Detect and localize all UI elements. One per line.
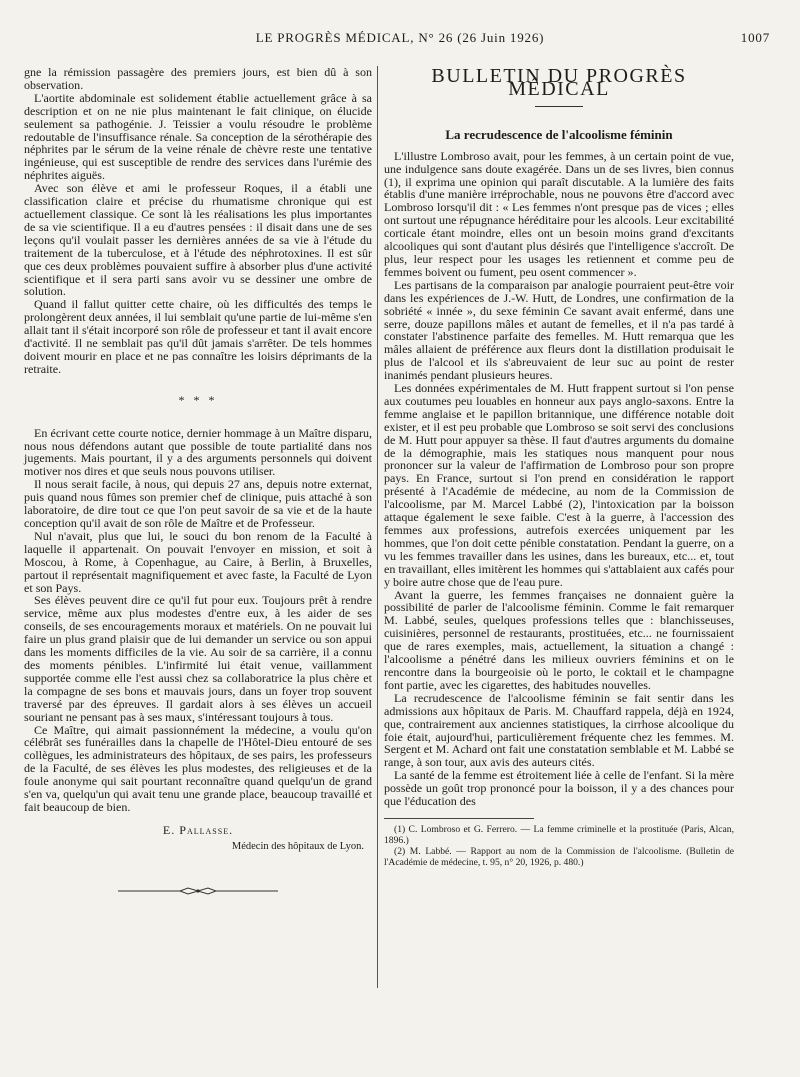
paragraph: Les données expérimentales de M. Hutt frappent surtout si l'on pense aux coutumes peu louables en honneur aux pays anglo-saxons. Entre la femme anglaise et le papillon britannique, une différence notable doit exister, et il est peu probable que Lombroso se soit servi des conclusions de M. Hutt pour appuyer sa thèse. Il faut d'autres arguments du domaine de la démographie, mais les statiques nous manquent pour nous prononcer sur la valeur de l'affirmation de Lombroso pour son propre pays. En France, surtout si l'on prend en considération le rapport présenté à l'Académie de médecine, au nom de la Commission de l'alcoolisme, par M. Marcel Labbé (2), l'intoxication par la boisson attaque également le sexe faible. C'est à la guerre, à l'accession des femmes aux professions, autrefois exercées uniquement par les hommes, que l'on doit cette pénible constatation. Pendant la guerre, on a vu les femmes travailler dans les usines, dans les bureaux, etc... et, tout en travaillant, elles imitèrent les hommes qui s'attablaient aux cafés pour y boire autre chose que de l'eau pure. [384,381,734,589]
paragraph: Il nous serait facile, à nous, qui depuis 27 ans, depuis notre externat, puis quand nous fûmes son premier chef de clinique, puis attaché à son laboratoire, de dire tout ce que l'on peut savoir de sa vie et de la haute conception qu'il avait de son rôle de Maître et de Professeur. [24,477,372,530]
section-separator: * * * [178,392,218,407]
ornament-rule-icon [118,886,278,896]
paragraph: Ses élèves peuvent dire ce qu'il fut pour eux. Toujours prêt à rendre service, même aux plus modestes d'entre eux, à les aider de ses conseils, de ses encouragements moraux et matériels. On ne pouvait lui faire un plus grand plaisir que de lui demander un service ou son appui dans les moments difficiles de la vie. Au soir de sa carrière, il a connu des moments pénibles. L'infirmité lui était venue, vaillamment supportée comme elle l'est aussi chez sa collaboratrice la plus chère et la compagne de ses bons et mauvais jours, dans un foyer trop souvent traversé par des épreuves. Il gardait alors à ses élèves un accueil souriant ne pensant pas à ses maux, s'intéressant toujours à tous. [24,593,372,724]
paragraph: Avant la guerre, les femmes françaises ne donnaient guère la possibilité de parler de l'alcoolisme féminin. Comme le fait remarquer M. Labbé, seules, quelques professions telles que : blanchisseuses, cuisinières, personnel de restaurants, prostituées, etc... ne fournissaient que de rares exemples, mais, actuellement, la situation a changé : l'alcoolisme a pénétré dans les milieux ouvriers féminins et on le rencontre dans la bourgeoisie où le porto, le coktail et le champagne font partie, avec les cigarettes, des habitudes nouvelles. [384,587,734,692]
paragraph: Nul n'avait, plus que lui, le souci du bon renom de la Faculté à laquelle il appartenait. On pouvait l'envoyer en mission, et soit à Moscou, à Rome, à Copenhague, au Caire, à Berlin, à Bruxelles, partout il représentait magnifiquement et avec faste, la Faculté de Lyon et son Pays. [24,528,372,595]
footnote-rule [384,818,534,819]
left-column [24,66,372,896]
paragraph: La recrudescence de l'alcoolisme féminin se fait sentir dans les admissions aux hôpitaux de Paris. M. Chauffard rappela, déjà en 1924, que, contrairement aux anciennes statistiques, la cirrhose alcoolique du foie était, aujourd'hui, particulièrement fréquente chez les femmes. M. Sergent et M. Achard ont fait une constatation semblable et M. Labbé se range, à son tour, aux avis des auteurs cités. [384,690,734,770]
column-divider [377,66,378,988]
heading-rule [535,106,583,107]
paragraph: gne la rémission passagère des premiers jours, est bien dû à son observation. [24,65,372,92]
author-affiliation: Médecin des hôpitaux de Lyon. [231,840,364,852]
paragraph: Avec son élève et ami le professeur Roques, il a établi une classification claire et précise du rhumatisme chronique qui est actuellement classique. Ce sont là les réalisations les plus importantes de sa vie scientifique. Il a eu d'autres pensées : il disait dans une de ses leçons qu'il voulait passer les dernières années de sa vie à l'étude du traitement de la tuberculose, et à l'étude des néphrotoxines. Il est sûr que ces deux problèmes pouvaient suffire à absorber plus d'une activité scientifique et il sera parti sans avoir vu se dessiner une ombre de solution. [24,181,372,299]
paragraph: L'aortite abdominale est solidement établie actuellement grâce à sa description et on ne nie plus maintenant le fait clinique, on élucide seulement sa pathogénie. J. Teissier a voulu résoudre le problème redoutable de l'insuffisance rénale. Sa conception de la sérothérapie des néphrites par le sérum de la veine rénale de chèvre reste une tentative ingénieuse, qui est susceptible de rendre des services dans l'urémie des néphrites aiguës. [24,90,372,183]
page-number: 1007 [740,30,770,45]
running-head [0,30,800,48]
paragraph: En écrivant cette courte notice, dernier hommage à un Maître disparu, nous nous défendons autant que possible de toute partialité dans nos jugements. Mais pourtant, il y a des arguments personnels qui doivent motiver nos dires et que seuls nous pouvons utiliser. [24,425,372,479]
paragraph: L'illustre Lombroso avait, pour les femmes, à un certain point de vue, une indulgence sans doute exagérée. Dans un de ses livres, bien connus (1), il exprima une opinion qui paraît discutable. A la lumière des faits établis d'une manière irréprochable, nous ne pouvons être d'accord avec Lombroso lorsqu'il dit : « Les femmes n'ont presque pas de vices ; elles ont surtout une répugnance héréditaire pour les alcools. Leur excitabilité corticale étant moindre, elles ont un besoin moins grand d'excitants alcooliques qui sont d'autant plus désirés que l'intelligence s'accroît. De plus, leur respect pour les usages les retiennent et comme peu de femmes boivent ou fument, peu osent commencer ». [384,148,734,279]
right-column [384,66,734,868]
paragraph: Les partisans de la comparaison par analogie pourraient peut-être voir dans les expériences de J.-W. Hutt, de Londres, une confirmation de la sobriété « innée », du sexe féminin Ce savant avait enfermé, dans une serre, douze papillons mâles et autant de femelles, et il n'a pas tardé à constater l'abstinence parfaite des femelles. M. Hutt remarqua que les mâles allaient de préférence aux fleurs dont la distillation produisait le plus de l'alcool et ils s'abreuvaient de leur suc au point de rester inanimés pendant plusieurs heures. [384,277,734,383]
footnote: (2) M. Labbé. — Rapport au nom de la Commission de l'alcoolisme. (Bulletin de l'Académie de médecine, t. 95, n° 20, 1926, p. 480.) [384,845,734,868]
footnote: (1) C. Lombroso et G. Ferrero. — La femme criminelle et la prostituée (Paris, Alcan, 1896.) [384,823,734,846]
paragraph: Ce Maître, qui aimait passionnément la médecine, a voulu qu'on célébrât ses funérailles dans la chapelle de l'Hôtel-Dieu entouré de ses collègues, les administrateurs des hôpitaux, de ses pairs, les professeurs de la Faculté, de ses élèves les plus modestes, des religieuses et de la foule anonyme qui sait pourtant reconnaître quand quelqu'un de grand s'en va, quelqu'un qui avait tenu une grande place, beaucoup travaillé et fait beaucoup de bien. [24,722,372,814]
end-ornament [118,886,278,896]
article-title: La recrudescence de l'alcoolisme féminin [445,126,673,142]
author-signature: E. Pallasse. [162,822,234,837]
journal-issue-title: LE PROGRÈS MÉDICAL, N° 26 (26 Juin 1926) [255,30,545,45]
paragraph: Quand il fallut quitter cette chaire, où les difficultés des temps le prolongèrent deux années, il lui semblait qu'une partie de lui-même s'en allait tant il s'était incorporé son rôle de professeur et tant il avait encore d'activité. Il ne semblait pas qu'il dût jamais s'arrêter. De tels hommes doivent mourir en place et ne pas connaître les loisirs déprimants de la retraite. [24,297,372,376]
paragraph: La santé de la femme est étroitement liée à celle de l'enfant. Si la mère possède un goût trop prononcé pour la boisson, il y a des chances pour que l'éducation des [384,768,734,809]
bulletin-heading: BULLETIN DU PROGRÈS MÉDICAL [431,65,687,100]
